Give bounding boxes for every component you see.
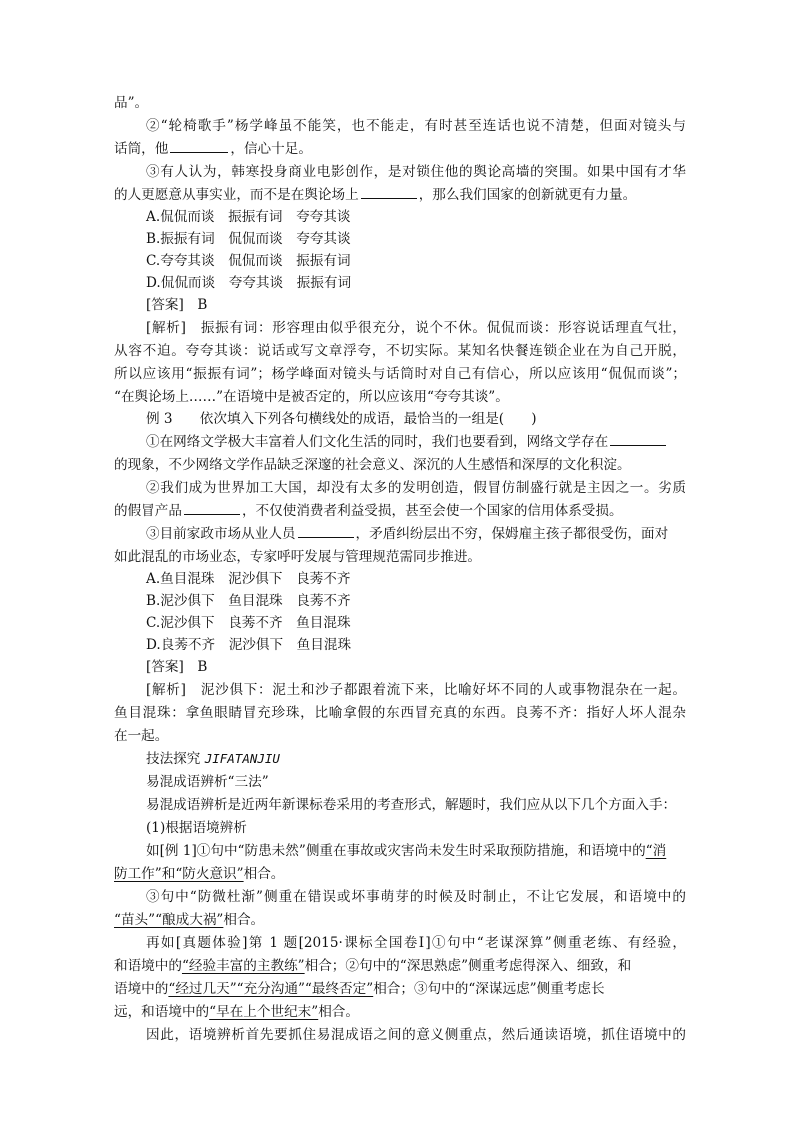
- text-line: ③有人认为，韩寒投身商业电影创作，是对锁住他的舆论高墙的突围。如果中国有才华: [146, 164, 686, 180]
- text-segment: ①在网络文学极大丰富着人们文化生活的同时，我们也要看到，网络文学存在: [146, 434, 609, 450]
- text-segment: ，信心十足。: [230, 141, 312, 157]
- subsection-heading: 易混成语辨析“三法”: [146, 774, 269, 790]
- option-a: A.鱼目混珠 泥沙俱下 良莠不齐: [146, 571, 351, 587]
- method-heading: (1)根据语境辨析: [146, 820, 247, 836]
- text-line: [114, 184, 686, 206]
- text-segment: 远，和语境中的: [114, 1004, 210, 1020]
- option-c: C.夸夸其谈 侃侃而谈 振振有词: [146, 253, 351, 269]
- answer-line: [答案] B: [146, 659, 208, 675]
- text-line: 的现象，不少网络文学作品缺乏深邃的社会意义、深沉的人生感悟和深厚的文化积淀。: [114, 457, 631, 473]
- underlined-text: 防工作”和“防火意识”: [114, 866, 244, 882]
- option-b: B.振振有词 侃侃而谈 夸夸其谈: [146, 231, 351, 247]
- section-heading: [146, 748, 686, 770]
- text-line: 如此混乱的市场业态，专家呼吁发展与管理规范需同步推进。: [114, 549, 482, 565]
- text-line: ②我们成为世界加工大国，却没有太多的发明创造，假冒仿制盛行就是主因之一。劣质: [146, 480, 686, 496]
- underlined-text: “早在上个世纪末”: [209, 1004, 319, 1020]
- text-line: [114, 863, 686, 885]
- text-segment: 的假冒产品: [114, 503, 182, 519]
- text-line: 因此，语境辨析首先要抓住易混成语之间的意义侧重点，然后通读语境，抓住语境中的: [146, 1027, 686, 1043]
- underlined-text: “经验丰富的主教练”: [181, 958, 305, 974]
- option-d: D.良莠不齐 泥沙俱下 鱼目混珠: [146, 637, 352, 653]
- text-line: [114, 909, 686, 931]
- option-d: D.侃侃而谈 夸夸其谈 振振有词: [146, 275, 352, 291]
- text-segment: 语境中的: [114, 981, 169, 997]
- underlined-text: “苗头”“酿成大祸”: [114, 912, 224, 928]
- option-b: B.泥沙俱下 鱼目混珠 良莠不齐: [146, 593, 351, 609]
- text-segment: 相合。: [318, 1004, 359, 1020]
- text-segment: 的人更愿意从事实业，而不是在舆论场上: [114, 187, 359, 203]
- text-line: 从容不迫。夸夸其谈：说话或写文章浮夸，不切实际。某知名快餐连锁企业在为自己开脱，: [114, 343, 686, 359]
- underlined-text: “消: [645, 843, 667, 859]
- text-line: [114, 1001, 686, 1023]
- text-segment: ，矛盾纠纷层出不穷，保姆雇主孩子都很受伤，面对: [355, 526, 669, 542]
- text-segment: 如[例 1]①句中“防患未然”侧重在事故或灾害尚未发生时采取预防措施，和语境中的: [146, 843, 646, 859]
- text-line: ②“轮椅歌手”杨学峰虽不能笑，也不能走，有时甚至连话也说不清楚，但面对镜头与: [146, 118, 686, 134]
- underlined-text: “经过几天”“充分沟通”“最终否定”: [168, 981, 374, 997]
- fill-blank: [184, 500, 240, 515]
- fill-blank: [610, 431, 666, 446]
- text-line: [146, 431, 686, 453]
- text-line: [114, 138, 686, 160]
- text-segment: 话筒，他: [114, 141, 169, 157]
- text-line: 再如[真题体验]第 1 题[2015·课标全国卷Ⅰ]①句中“老谋深算”侧重老练、有经验，: [146, 935, 686, 951]
- text-line: [146, 523, 686, 545]
- analysis-line: [解析] 振振有词：形容理由似乎很充分，说个不休。侃侃而谈：形容说话理直气壮，: [146, 320, 686, 336]
- text-line: 易混成语辨析是近两年新课标卷采用的考查形式，解题时，我们应从以下几个方面入手：: [146, 797, 677, 813]
- option-c: C.泥沙俱下 良莠不齐 鱼目混珠: [146, 615, 351, 631]
- fill-blank: [170, 138, 228, 153]
- text-line: 在一起。: [114, 728, 169, 744]
- pinyin-label: JIFATANJIU: [204, 751, 280, 766]
- text-segment: 相合。: [243, 866, 285, 882]
- text-segment: ，那么我们国家的创新就更有力量。: [418, 187, 637, 203]
- text-line: [146, 840, 686, 862]
- text-line: 品”。: [114, 95, 149, 111]
- text-segment: 相合；③句中的“深谋远虑”侧重考虑长: [373, 981, 605, 997]
- text-segment: ，不仅使消费者利益受损，甚至会使一个国家的信用体系受损。: [241, 503, 623, 519]
- answer-line: [答案] B: [146, 297, 208, 313]
- text-line: [114, 978, 686, 1000]
- text-segment: 技法探究: [146, 751, 205, 767]
- fill-blank: [361, 184, 417, 199]
- text-line: [114, 500, 686, 522]
- text-line: [114, 955, 686, 977]
- text-segment: 相合。: [223, 912, 265, 928]
- example-heading: 例 3 依次填入下列各句横线处的成语，最恰当的一组是( ): [146, 411, 537, 427]
- fill-blank: [298, 523, 354, 538]
- text-line: ③句中“防微杜渐”侧重在错误或坏事萌芽的时候及时制止，不让它发展，和语境中的: [146, 889, 686, 905]
- analysis-line: [解析] 泥沙俱下：泥土和沙子都跟着流下来，比喻好坏不同的人或事物混杂在一起。: [146, 682, 686, 698]
- text-segment: ③目前家政市场从业人员: [146, 526, 296, 542]
- text-line: 鱼目混珠：拿鱼眼睛冒充珍珠，比喻拿假的东西冒充真的东西。良莠不齐：指好人坏人混杂: [114, 705, 686, 721]
- text-segment: 和语境中的: [114, 958, 182, 974]
- text-segment: 相合；②句中的“深思熟虑”侧重考虑得深入、细致，和: [304, 958, 632, 974]
- text-line: “在舆论场上……”在语境中是被否定的，所以应该用“夸夸其谈”。: [114, 389, 509, 405]
- text-line: 所以应该用“振振有词”；杨学峰面对镜头与话筒时对自己有信心，所以应该用“侃侃而谈”；: [114, 366, 686, 382]
- option-a: A.侃侃而谈 振振有词 夸夸其谈: [146, 209, 351, 225]
